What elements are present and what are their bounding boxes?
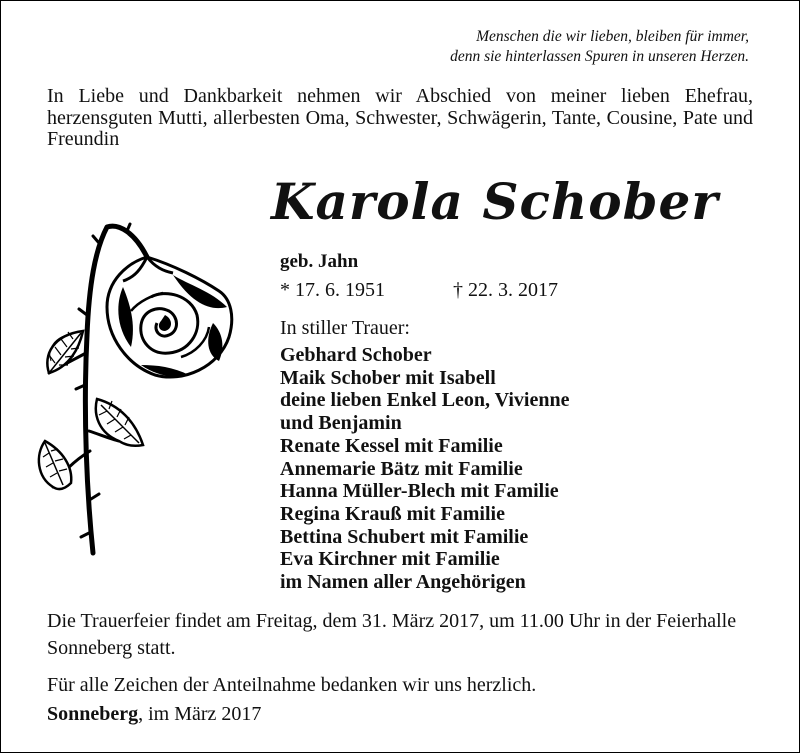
ceremony-text: Die Trauerfeier findet am Freitag, dem 31. März 2017, um 11.00 Uhr in der Feierhalle Sonneberg statt.	[47, 610, 737, 659]
mourner-name: Gebhard Schober	[280, 344, 432, 366]
mourner-name: Maik Schober mit Isabell	[280, 366, 496, 389]
deceased-name: Karola Schober	[271, 172, 719, 231]
mourner-name: Eva Kirchner mit Familie	[280, 548, 500, 571]
mourner-name: im Namen aller Angehörigen	[280, 571, 526, 594]
mourners-list	[280, 344, 569, 594]
mourner-name: Bettina Schubert mit Familie	[280, 525, 529, 548]
mourner-name: Annemarie Bätz mit Familie	[280, 457, 523, 480]
place-date: , im März 2017	[138, 703, 262, 725]
place-town: Sonneberg	[47, 703, 139, 725]
thanks-text: Für alle Zeichen der Anteilnahme bedanken wir uns herzlich.	[47, 674, 537, 696]
motto-line-1: Menschen die wir lieben, bleiben für immer,	[476, 28, 749, 45]
intro-text: In Liebe und Dankbarkeit nehmen wir Abschied von meiner lieben Ehefrau, herzensguten Mutti, allerbesten Oma, Schwester, Schwägerin, Tante, Cousine, Pate und Freundin	[47, 85, 753, 150]
rose-icon	[23, 215, 253, 561]
mourner-name: und Benjamin	[280, 412, 402, 435]
born-name: geb. Jahn	[280, 251, 359, 272]
mourner-name: deine lieben Enkel Leon, Vivienne	[280, 389, 570, 412]
mourning-label: In stiller Trauer:	[280, 317, 410, 339]
mourner-name: Renate Kessel mit Familie	[280, 434, 503, 457]
place-date-line	[47, 702, 261, 726]
motto-line-2: denn sie hinterlassen Spuren in unseren Herzen.	[450, 48, 749, 65]
death-date: † 22. 3. 2017	[453, 279, 558, 301]
motto-quote	[301, 27, 749, 67]
birth-date: * 17. 6. 1951	[280, 279, 385, 301]
mourner-name: Regina Krauß mit Familie	[280, 502, 505, 525]
mourner-name: Hanna Müller-Blech mit Familie	[280, 480, 559, 503]
